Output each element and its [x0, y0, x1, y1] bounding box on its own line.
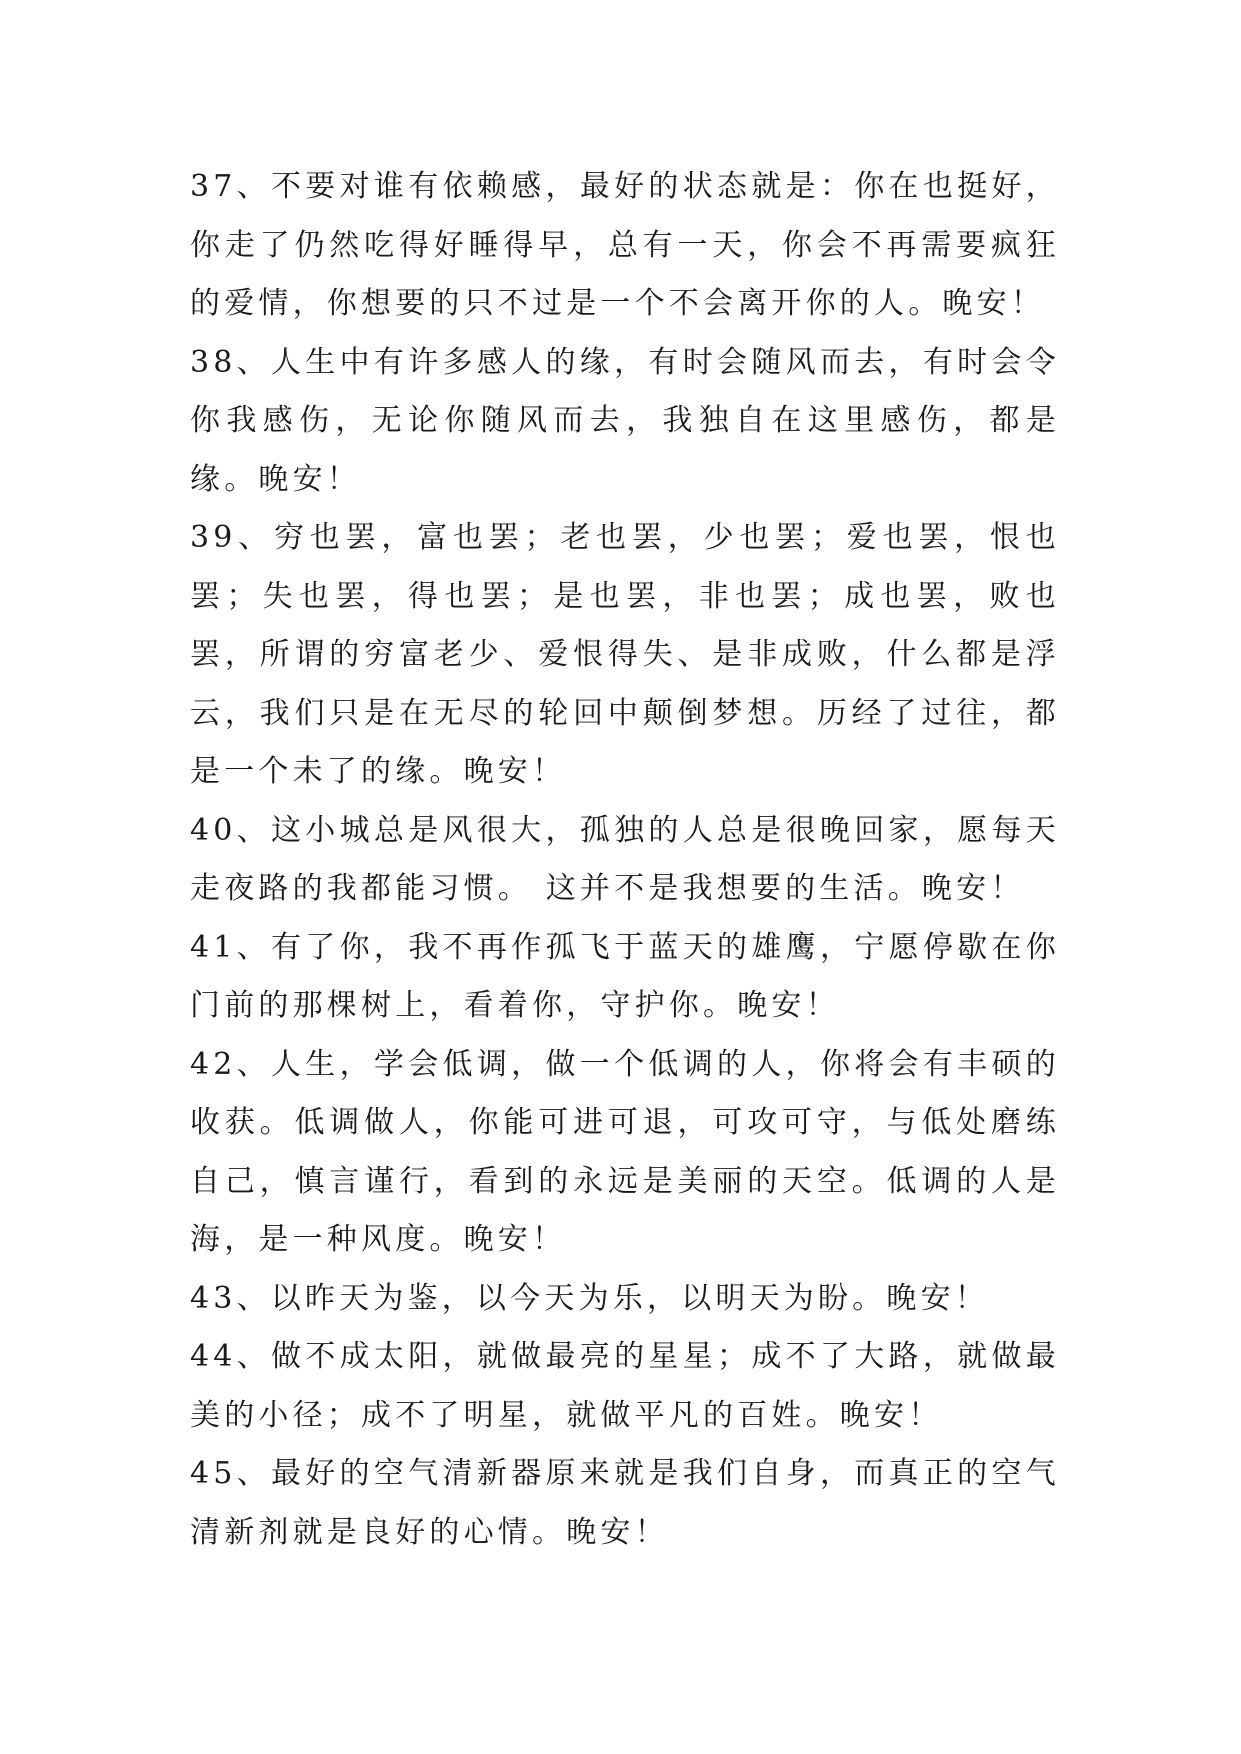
paragraph-45: 45、最好的空气清新器原来就是我们自身，而真正的空气清新剂就是良好的心情。晚安！ [190, 1456, 1060, 1550]
paragraph-42: 42、人生，学会低调，做一个低调的人，你将会有丰硕的收获。低调做人，你能可进可退，可攻可守，与低处磨练自己，慎言谨行，看到的永远是美丽的天空。低调的人是海，是一种风度。晚安！ [190, 1046, 1060, 1257]
paragraph-37: 37、不要对谁有依赖感，最好的状态就是：你在也挺好，你走了仍然吃得好睡得早，总有一天，你会不再需要疯狂的爱情，你想要的只不过是一个不会离开你的人。晚安！ [190, 169, 1060, 321]
paragraph-39: 39、穷也罢，富也罢；老也罢，少也罢；爱也罢，恨也罢；失也罢，得也罢；是也罢，非也罢；成也罢，败也罢，所谓的穷富老少、爱恨得失、是非成败，什么都是浮云，我们只是在无尽的轮回中颠倒梦想。历经了过往，都是一个未了的缘。晚安！ [190, 520, 1060, 789]
paragraph-44: 44、做不成太阳，就做最亮的星星；成不了大路，就做最美的小径；成不了明星，就做平凡的百姓。晚安！ [190, 1339, 1060, 1433]
paragraph-43: 43、以昨天为鉴，以今天为乐，以明天为盼。晚安！ [190, 1280, 989, 1316]
paragraph-41: 41、有了你，我不再作孤飞于蓝天的雄鹰，宁愿停歇在你门前的那棵树上，看着你，守护你。晚安！ [190, 929, 1060, 1023]
document-body [190, 158, 1060, 1562]
paragraph-40: 40、这小城总是风很大，孤独的人总是很晚回家，愿每天走夜路的我都能习惯。 这并不是我想要的生活。晚安！ [190, 812, 1060, 906]
paragraph-38: 38、人生中有许多感人的缘，有时会随风而去，有时会令你我感伤，无论你随风而去，我独自在这里感伤，都是缘。晚安！ [190, 344, 1060, 497]
